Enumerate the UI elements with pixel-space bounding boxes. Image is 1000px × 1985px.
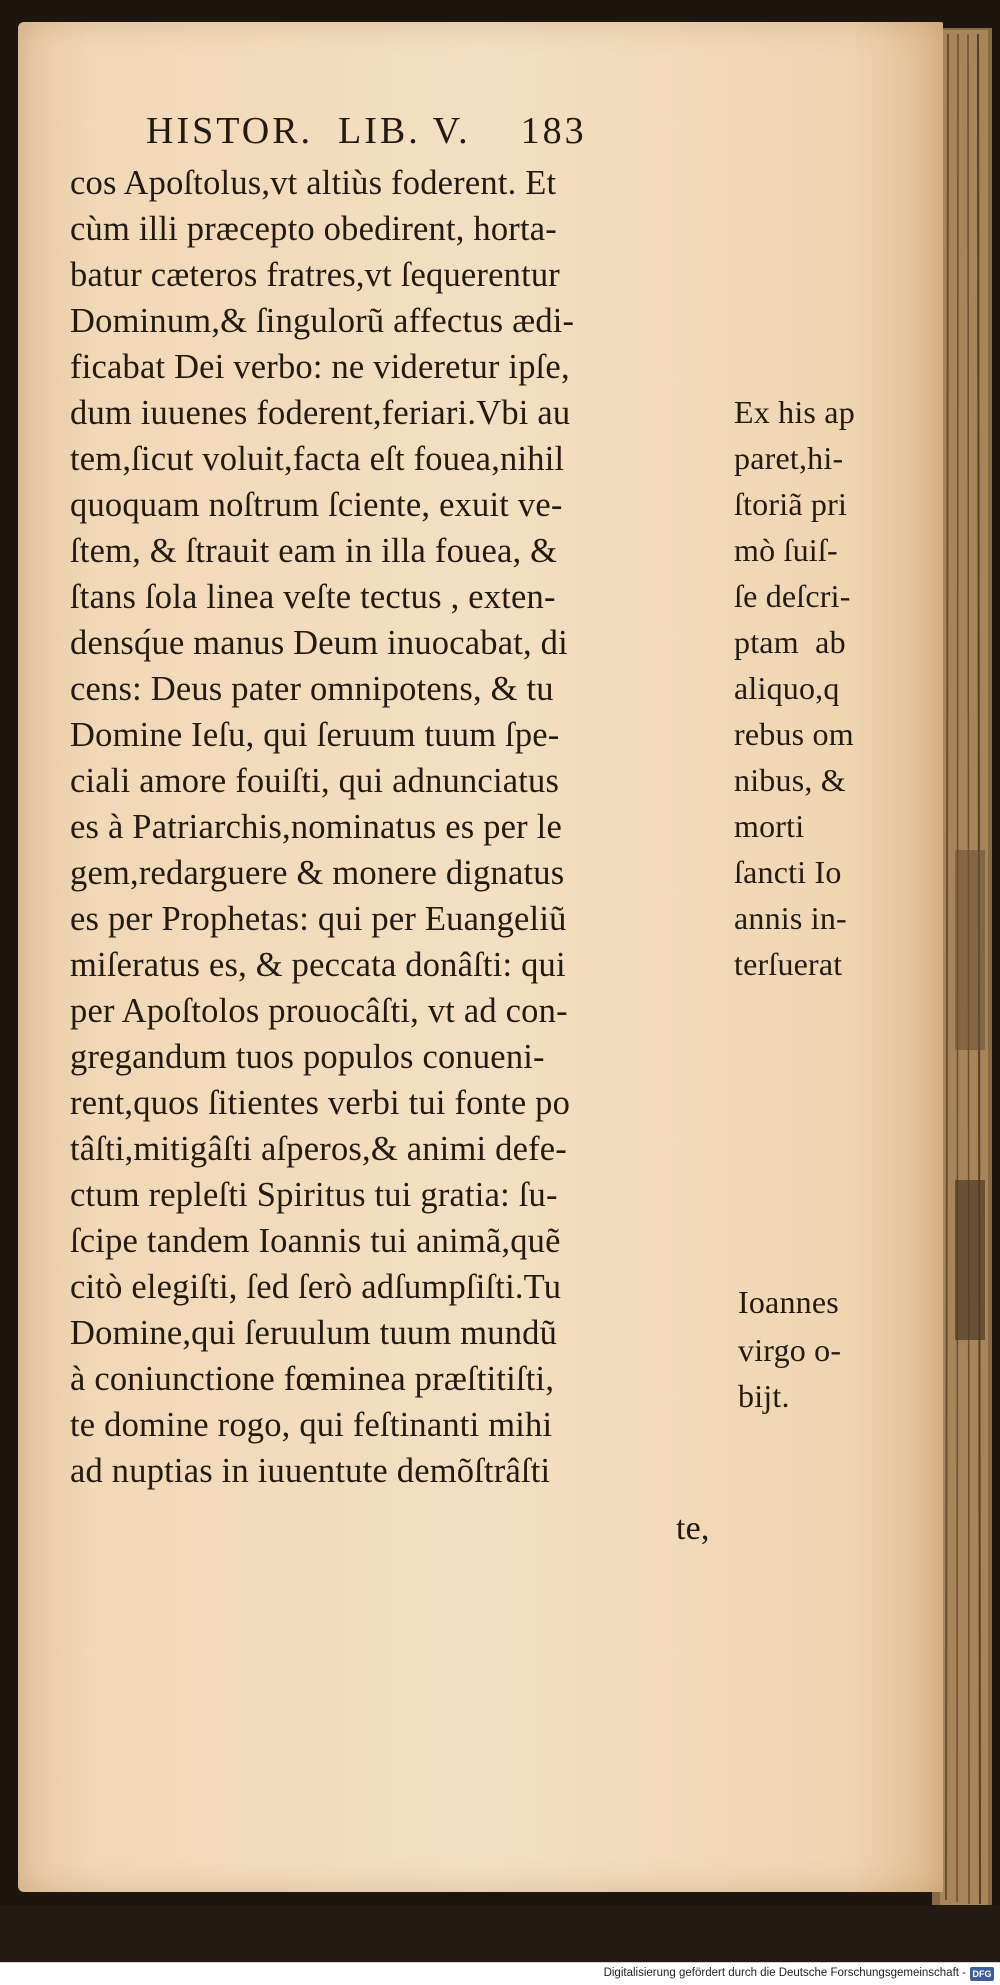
margin-note-line: Ex his ap — [734, 394, 855, 430]
margin-note-line: mò ſuiſ- — [734, 532, 838, 568]
body-line: cens: Deus pater omnipotens, & tu — [70, 670, 554, 708]
margin-note-line: terſuerat — [734, 946, 843, 982]
body-line: Dominum,& ſingulorũ affectus ædi- — [70, 302, 575, 340]
margin-note-line: morti — [734, 808, 805, 844]
body-line: quoquam noſtrum ſciente, exuit ve- — [70, 486, 563, 524]
body-line: ſtans ſola linea veſte tectus , exten- — [70, 578, 556, 616]
margin-note-line: bijt. — [738, 1378, 790, 1414]
body-line: per Apoſtolos prouocâſti, vt ad con- — [70, 992, 568, 1030]
margin-note-line: aliquo,q — [734, 670, 840, 706]
body-line: tem,ſicut voluit,facta eſt fouea,nihil — [70, 440, 565, 478]
margin-note-line: Ioannes — [738, 1284, 839, 1320]
digitization-footer — [0, 1962, 1000, 1985]
margin-note-line: ptam ab — [734, 624, 846, 660]
body-line: cùm illi præcepto obedirent, horta- — [70, 210, 557, 248]
body-line: miſeratus es, & peccata donâſti: qui — [70, 946, 566, 984]
body-line: batur cæteros fratres,vt ſequerentur — [70, 256, 560, 294]
body-line: ctum repleſti Spiritus tui gratia: ſu- — [70, 1176, 558, 1214]
body-line: Domine Ieſu, qui ſeruum tuum ſpe- — [70, 716, 560, 754]
catchword: te, — [676, 1510, 710, 1547]
body-line: à coniunctione fœminea præſtitiſti, — [70, 1360, 555, 1398]
body-line: rent,quos ſitientes verbi tui fonte po — [70, 1084, 571, 1122]
margin-note-line: ſe deſcri- — [734, 578, 851, 614]
margin-note-line: rebus om — [734, 716, 854, 752]
body-line: dum iuuenes foderent,feriari.Vbi au — [70, 394, 571, 432]
margin-note-line: virgo o- — [738, 1332, 842, 1368]
body-line: ad nuptias in iuuentute demõſtrâſti — [70, 1452, 551, 1490]
body-line: ſcipe tandem Ioannis tui animã,quẽ — [70, 1222, 561, 1260]
body-line: Domine,qui ſeruulum tuum mundũ — [70, 1314, 558, 1352]
dfg-logo: DFG — [970, 1967, 994, 1981]
body-line: es per Prophetas: qui per Euangeliũ — [70, 900, 567, 938]
body-line: citò elegiſti, ſed ſerò adſumpſiſti.Tu — [70, 1268, 562, 1306]
body-line: es à Patriarchis,nominatus es per le — [70, 808, 562, 846]
body-line: ciali amore fouiſti, qui adnunciatus — [70, 762, 560, 800]
body-line: gem,redarguere & monere dignatus — [70, 854, 565, 892]
body-line: ficabat Dei verbo: ne videretur ipſe, — [70, 348, 570, 386]
margin-note-line: ſancti Io — [734, 854, 842, 890]
footer-credit: Digitalisierung gefördert durch die Deutsche Forschungsgemeinschaft - — [603, 1967, 966, 1979]
running-header: HISTOR. LIB. V. 183 — [146, 110, 587, 152]
body-line: tâſti,mitigâſti aſperos,& animi defe- — [70, 1130, 567, 1168]
body-line: densq́ue manus Deum inuocabat, di — [70, 624, 568, 662]
body-line: cos Apoſtolus,vt altiùs foderent. Et — [70, 164, 557, 202]
body-line: gregandum tuos populos conueni- — [70, 1038, 545, 1076]
margin-note-line: nibus, & — [734, 762, 846, 798]
margin-note-line: ſtoriã pri — [734, 486, 848, 522]
margin-note-line: paret,hi- — [734, 440, 844, 476]
body-line: te domine rogo, qui feſtinanti mihi — [70, 1406, 553, 1444]
body-line: ſtem, & ſtrauit eam in illa fouea, & — [70, 532, 558, 570]
margin-note-line: annis in- — [734, 900, 847, 936]
